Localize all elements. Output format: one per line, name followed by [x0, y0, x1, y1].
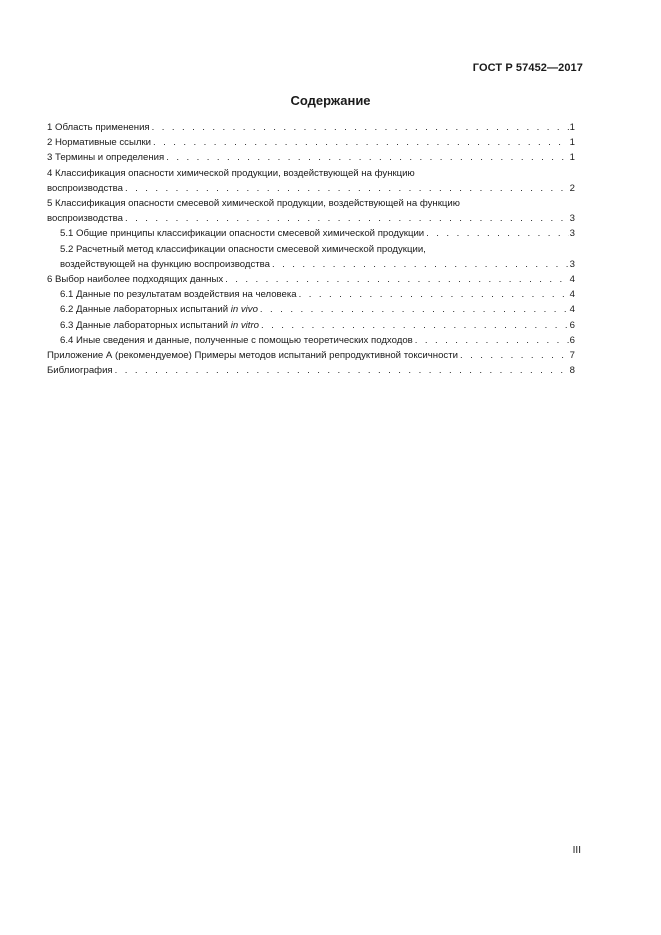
- toc-title: Содержание: [290, 93, 371, 108]
- toc-entry[interactable]: [47, 120, 575, 135]
- toc-entry-title: 5.1 Общие принципы классификации опасности смесевой химической продукции: [60, 228, 425, 240]
- dot-leader: [152, 120, 569, 135]
- table-of-contents: [47, 120, 575, 378]
- toc-entry-page: 4: [569, 274, 575, 286]
- toc-entry[interactable]: [60, 226, 575, 241]
- dot-leader: [261, 318, 569, 333]
- toc-entry-page: 4: [569, 304, 575, 316]
- dot-leader: [260, 302, 569, 317]
- dot-leader: [115, 363, 569, 378]
- dot-leader: [460, 348, 569, 363]
- toc-entry[interactable]: [47, 150, 575, 165]
- toc-entry-title: Библиография: [47, 365, 113, 377]
- toc-entry-title: 6.3 Данные лабораторных испытаний in vitro: [60, 319, 259, 331]
- toc-entry-page: 6: [569, 319, 575, 331]
- toc-entry[interactable]: [47, 135, 575, 150]
- toc-entry-title: воспроизводства: [47, 182, 123, 194]
- toc-entry-italic: in vivo: [230, 304, 258, 316]
- dot-leader: [125, 181, 569, 196]
- toc-entry-page: 3: [569, 213, 575, 225]
- toc-entry-page: 6: [569, 334, 575, 346]
- toc-entry[interactable]: [47, 166, 575, 196]
- toc-entry[interactable]: [47, 348, 575, 363]
- toc-entry-page: 1: [569, 137, 575, 149]
- toc-entry-title: Приложение А (рекомендуемое) Примеры методов испытаний репродуктивной токсичности: [47, 350, 458, 362]
- dot-leader: [272, 257, 569, 272]
- toc-entry[interactable]: [60, 333, 575, 348]
- toc-entry[interactable]: [60, 318, 575, 333]
- toc-entry[interactable]: [60, 302, 575, 317]
- toc-entry-title: 6.1 Данные по результатам воздействия на человека: [60, 289, 297, 301]
- toc-entry-first-line: 5 Классификация опасности смесевой химической продукции, воздействующей на функцию: [47, 198, 460, 210]
- toc-entry-page: 1: [569, 122, 575, 133]
- toc-entry-page: 8: [569, 365, 575, 377]
- toc-entry-page: 7: [569, 350, 575, 362]
- dot-leader: [125, 211, 569, 226]
- dot-leader: [153, 135, 569, 150]
- toc-entry-page: 2: [569, 182, 575, 194]
- toc-entry[interactable]: [47, 196, 575, 226]
- toc-entry-title: 6.2 Данные лабораторных испытаний in vivo: [60, 304, 258, 316]
- toc-entry-page: 3: [569, 228, 575, 240]
- toc-entry-title: 6 Выбор наиболее подходящих данных: [47, 274, 224, 286]
- toc-entry-title: воздействующей на функцию воспроизводства: [60, 258, 270, 270]
- toc-entry[interactable]: [60, 287, 575, 302]
- toc-entry[interactable]: [60, 242, 575, 272]
- dot-leader: [166, 150, 568, 165]
- toc-entry-first-line: 4 Классификация опасности химической продукции, воздействующей на функцию: [47, 167, 415, 179]
- standard-code: ГОСТ Р 57452—2017: [472, 62, 583, 74]
- toc-entry-title: 1 Область применения: [47, 122, 150, 133]
- toc-entry-page: 1: [569, 152, 575, 164]
- dot-leader: [426, 226, 568, 241]
- toc-entry-page: 3: [569, 258, 575, 270]
- toc-entry-title: 3 Термины и определения: [47, 152, 165, 164]
- dot-leader: [225, 272, 569, 287]
- page-number: III: [572, 845, 581, 856]
- toc-entry[interactable]: [47, 363, 575, 378]
- toc-entry-title: воспроизводства: [47, 213, 123, 225]
- toc-entry-title: 6.4 Иные сведения и данные, полученные с помощью теоретических подходов: [60, 334, 413, 346]
- toc-entry-italic: in vitro: [230, 319, 259, 331]
- toc-entry-first-line: 5.2 Расчетный метод классификации опасности смесевой химической продукции,: [60, 243, 426, 255]
- toc-entry[interactable]: [47, 272, 575, 287]
- dot-leader: [415, 333, 569, 348]
- toc-entry-title: 2 Нормативные ссылки: [47, 137, 152, 149]
- dot-leader: [299, 287, 569, 302]
- toc-entry-page: 4: [569, 289, 575, 301]
